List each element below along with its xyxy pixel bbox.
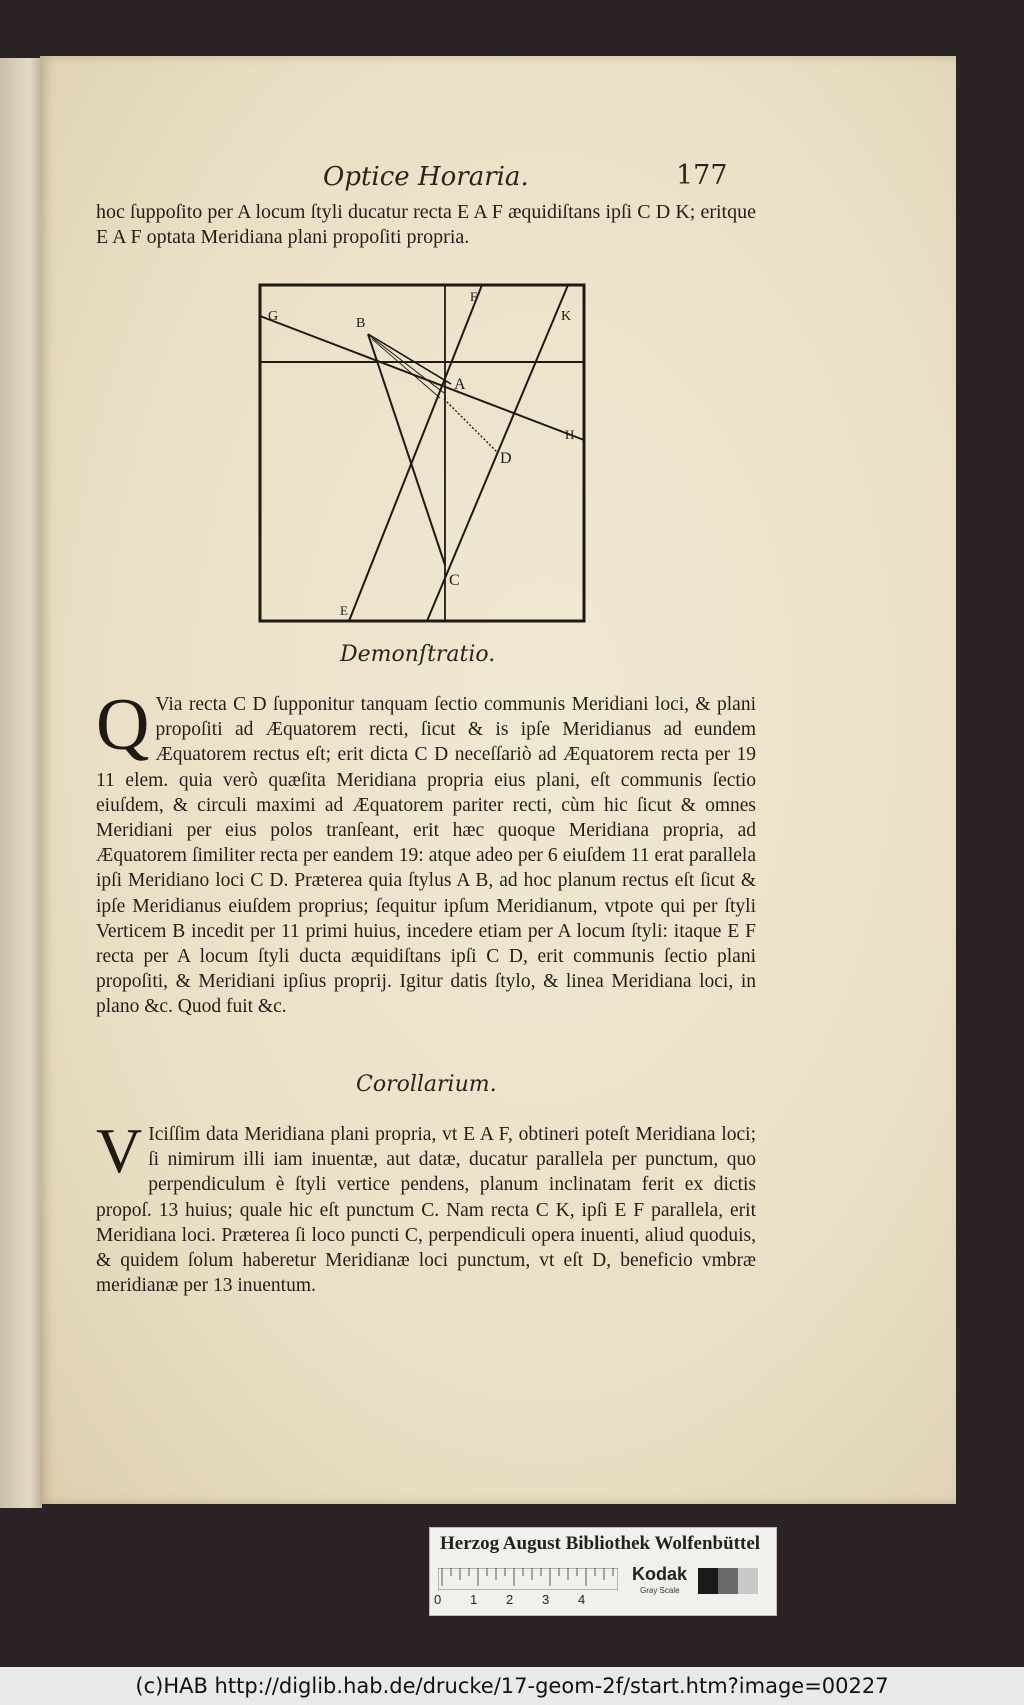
- label-g: G: [268, 309, 279, 324]
- label-h: H: [565, 427, 575, 442]
- label-c: C: [449, 572, 460, 589]
- gray-swatch-light: [738, 1568, 758, 1594]
- copyright-footer: (c)HAB http://diglib.hab.de/drucke/17-geom-2f/start.htm?image=00227: [0, 1667, 1024, 1705]
- corollarium-paragraph: [96, 1115, 756, 1298]
- line-gh: [260, 316, 584, 440]
- library-name: Herzog August Bibliothek Wolfenbüttel: [440, 1533, 761, 1554]
- label-a: A: [454, 376, 466, 393]
- label-e: E: [340, 603, 348, 618]
- style-shadow-a: [370, 336, 444, 393]
- gray-scale-label: Gray Scale: [640, 1586, 680, 1595]
- ruler-number: 0: [434, 1592, 442, 1607]
- line-ad-dotted: [444, 399, 498, 453]
- demonstratio-text: Via recta C D ſupponitur tanquam ſectio communis Meridiani loci, & plani propoſiti ad Æquatorem recti, ſicut & is ipſe Meridianus ad eundem Æquatorem rectus eſt; erit dicta C D neceſſariò ad Æquatorem recta per 19 11 elem. quia verò quæſita Meridiana propria eius plani, eſt communis ſectio eiuſdem, & circuli maximi ad Æquatorem pariter recti, cùm hic ſicut & omnes Meridiani per eius polos tranſeant, erit hæc quoque Meridiana propria, ad Æquatorem ſimiliter recta per eandem 19: atque adeo per 6 eiuſdem 11 erat parallela ipſi Meridiano loci C D. Præterea quia ſtylus A B, ad hoc planum rectus eſt ſicut & ipſe Meridianus eiuſdem proprius; ſequitur ipſum Meridianum, vtpote qui per ſtyli Verticem B incedit per 11 primi huius, incedere etiam per A locum ſtyli: itaque E F recta per A locum ſtyli ducta æquidiſtans ipſi C D, erit communis ſectio plani propoſiti, & Meridiani ipſius proprij. Igitur datis ſtylo, & linea Meridiana loci, in plano &c. Quod fuit &c.: [96, 694, 756, 1018]
- style-shadow-b: [372, 339, 440, 398]
- facing-page-edge: [0, 58, 42, 1508]
- geometric-figure: [258, 283, 586, 623]
- kodak-logo: Kodak: [632, 1564, 688, 1584]
- dropcap-v: V: [96, 1115, 143, 1186]
- ruler-number: 3: [542, 1592, 550, 1607]
- corollarium-text: Iciſſim data Meridiana plani propria, vt E A F, obtineri poteſt Meridiana loci; ſi nimirum illi iam inuentæ, aut datæ, ducatur parallela per punctum, quo perpendiculum è ſtyli vertice pendens, planum inclinatam ferit ex dictis propoſ. 13 huius; quale hic eſt punctum C. Nam recta C K, ipſi E F parallela, erit Meridiana loci. Præterea ſi loco puncti C, perpendiculi opera inuenti, aliud quoduis, & quidem ſolum haberetur Meridianæ loci punctum, vt eſt D, beneficio vmbræ meridianæ per 13 inuentum.: [96, 1124, 756, 1297]
- dropcap-q: Q: [96, 684, 150, 766]
- line-ba: [368, 334, 451, 384]
- label-k: K: [561, 309, 572, 324]
- ruler-number: 4: [578, 1592, 586, 1607]
- demonstratio-paragraph: [96, 684, 756, 1020]
- ruler-number: 1: [470, 1592, 478, 1607]
- label-d: D: [500, 450, 512, 467]
- gray-swatch-mid: [718, 1568, 738, 1594]
- intro-paragraph: hoc ſuppoſito per A locum ſtyli ducatur recta E A F æquidiſtans ipſi C D K; eritque E A F optata Meridiana plani propoſiti propria.: [96, 201, 756, 248]
- label-f: F: [470, 289, 478, 304]
- ruler-number: 2: [506, 1592, 514, 1607]
- corollarium-heading: Corollarium.: [356, 1072, 497, 1097]
- scale-ruler: [438, 1568, 618, 1590]
- demonstratio-heading: Demonſtratio.: [340, 642, 496, 667]
- page-number: 177: [676, 160, 728, 191]
- library-label: [429, 1527, 777, 1616]
- running-head: Optice Horaria.: [323, 162, 529, 192]
- gray-swatch-black: [698, 1568, 718, 1594]
- label-b: B: [356, 316, 366, 331]
